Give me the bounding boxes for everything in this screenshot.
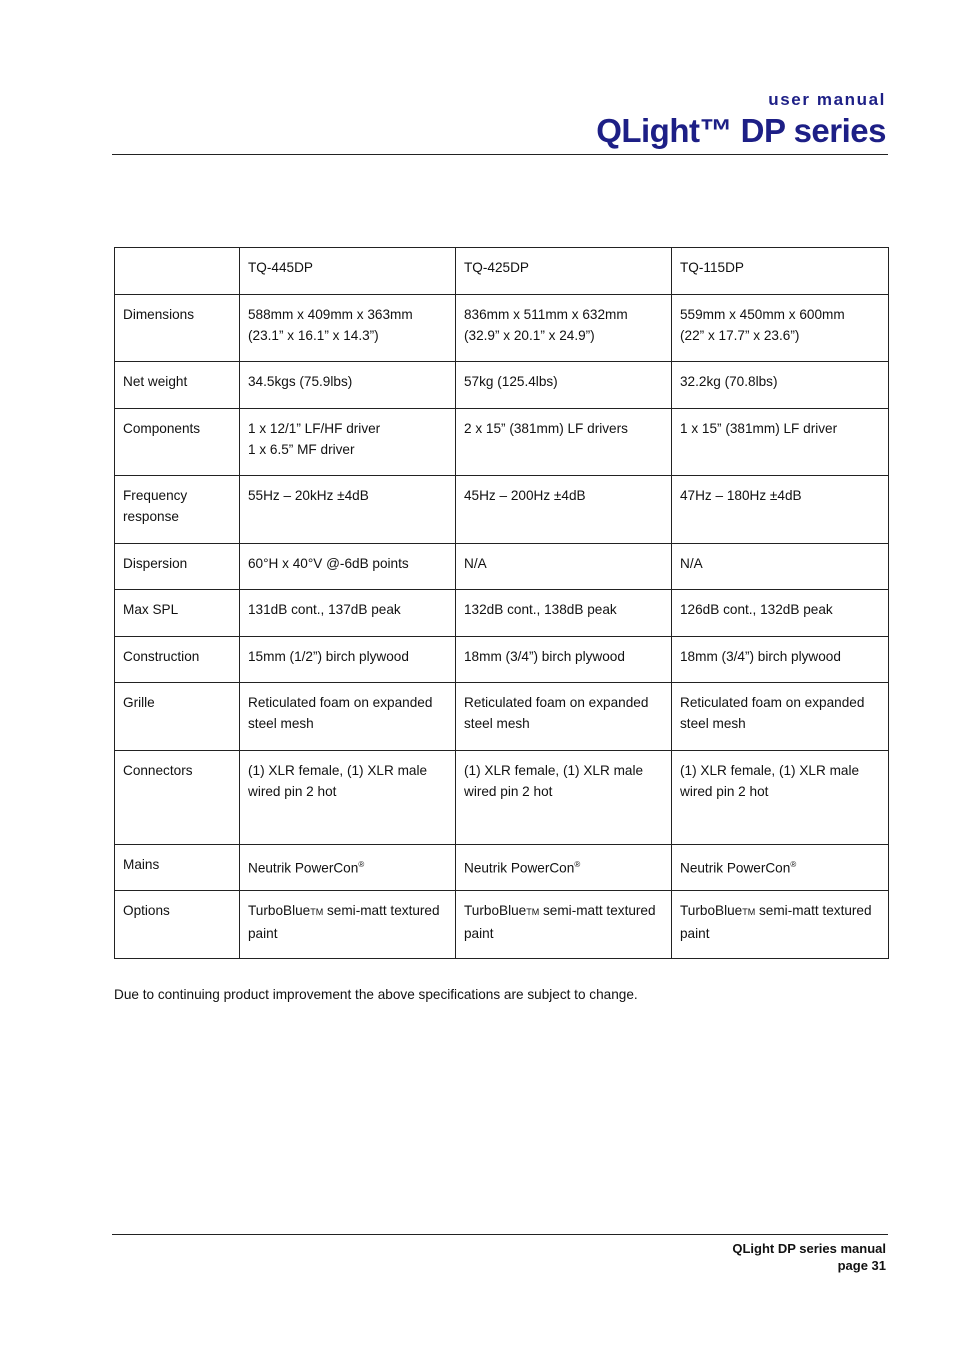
row-label: Mains <box>115 845 240 891</box>
table-cell: TurboBlueTM semi-matt textured paint <box>672 891 889 959</box>
trademark-mark: TM <box>310 907 324 917</box>
table-cell: 131dB cont., 137dB peak <box>240 590 456 637</box>
table-cell: 15mm (1/2”) birch plywood <box>240 637 456 683</box>
row-label: Dimensions <box>115 295 240 362</box>
trademark-mark: TM <box>526 907 540 917</box>
table-row <box>115 476 889 544</box>
table-row <box>115 683 889 751</box>
row-label: Connectors <box>115 751 240 845</box>
table-cell: (1) XLR female, (1) XLR male wired pin 2 hot <box>456 751 672 845</box>
table-cell: 126dB cont., 132dB peak <box>672 590 889 637</box>
table-cell: 588mm x 409mm x 363mm (23.1” x 16.1” x 14.3”) <box>240 295 456 362</box>
table-cell: Reticulated foam on expanded steel mesh <box>456 683 672 751</box>
row-label: Max SPL <box>115 590 240 637</box>
table-row <box>115 590 889 637</box>
row-label: Dispersion <box>115 544 240 590</box>
table-cell: 34.5kgs (75.9lbs) <box>240 362 456 409</box>
column-header: TQ-445DP <box>240 248 456 295</box>
table-cell: 60°H x 40°V @-6dB points <box>240 544 456 590</box>
table-row <box>115 295 889 362</box>
table-cell: Reticulated foam on expanded steel mesh <box>240 683 456 751</box>
header-rule <box>112 154 888 155</box>
document-title: QLight™ DP series <box>596 112 886 149</box>
table-cell: 18mm (3/4”) birch plywood <box>456 637 672 683</box>
table-row <box>115 544 889 590</box>
row-label: Frequency response <box>115 476 240 544</box>
table-row <box>115 409 889 476</box>
table-cell: 1 x 15” (381mm) LF driver <box>672 409 889 476</box>
table-header-row <box>115 248 889 295</box>
table-cell: 18mm (3/4”) birch plywood <box>672 637 889 683</box>
specifications-table <box>114 247 889 959</box>
row-label: Net weight <box>115 362 240 409</box>
footer-rule <box>112 1234 888 1235</box>
page-number: page 31 <box>837 1258 886 1273</box>
table-cell: Neutrik PowerCon® <box>456 845 672 891</box>
table-row <box>115 637 889 683</box>
table-cell: 47Hz – 180Hz ±4dB <box>672 476 889 544</box>
page-footer <box>732 1240 886 1274</box>
table-cell: (1) XLR female, (1) XLR male wired pin 2 hot <box>240 751 456 845</box>
column-header: TQ-115DP <box>672 248 889 295</box>
row-label: Components <box>115 409 240 476</box>
row-label: Construction <box>115 637 240 683</box>
registered-mark: ® <box>790 860 797 869</box>
table-cell: 55Hz – 20kHz ±4dB <box>240 476 456 544</box>
table-cell: 32.2kg (70.8lbs) <box>672 362 889 409</box>
table-cell: (1) XLR female, (1) XLR male wired pin 2 hot <box>672 751 889 845</box>
header-empty-cell <box>115 248 240 295</box>
specification-note: Due to continuing product improvement the above specifications are subject to change. <box>114 987 638 1002</box>
registered-mark: ® <box>574 860 581 869</box>
footer-manual-name: QLight DP series manual <box>732 1241 886 1256</box>
table-row <box>115 845 889 891</box>
table-row <box>115 362 889 409</box>
table-cell: Neutrik PowerCon® <box>240 845 456 891</box>
table-cell: 2 x 15” (381mm) LF drivers <box>456 409 672 476</box>
table-cell: 132dB cont., 138dB peak <box>456 590 672 637</box>
table-row <box>115 891 889 959</box>
row-label: Grille <box>115 683 240 751</box>
registered-mark: ® <box>358 860 365 869</box>
table-cell: TurboBlueTM semi-matt textured paint <box>456 891 672 959</box>
row-label: Options <box>115 891 240 959</box>
table-cell: Neutrik PowerCon® <box>672 845 889 891</box>
table-row <box>115 751 889 845</box>
table-cell: 1 x 12/1” LF/HF driver 1 x 6.5” MF driver <box>240 409 456 476</box>
trademark-mark: TM <box>742 907 756 917</box>
table-cell: 45Hz – 200Hz ±4dB <box>456 476 672 544</box>
table-cell: N/A <box>456 544 672 590</box>
column-header: TQ-425DP <box>456 248 672 295</box>
table-cell: 836mm x 511mm x 632mm (32.9” x 20.1” x 24.9”) <box>456 295 672 362</box>
table-cell: N/A <box>672 544 889 590</box>
document-subtitle: user manual <box>768 90 886 109</box>
table-cell: Reticulated foam on expanded steel mesh <box>672 683 889 751</box>
table-cell: 559mm x 450mm x 600mm (22” x 17.7” x 23.6”) <box>672 295 889 362</box>
table-cell: TurboBlueTM semi-matt textured paint <box>240 891 456 959</box>
table-cell: 57kg (125.4lbs) <box>456 362 672 409</box>
